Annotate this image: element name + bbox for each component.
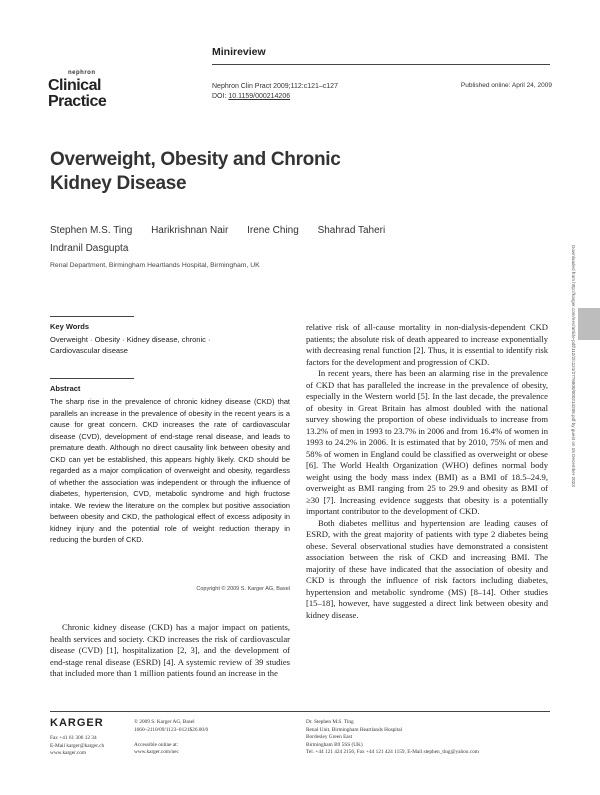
paragraph: relative risk of all-cause mortality in non-dialysis-dependent CKD patients; the absolute risk of death appeared to increase exponentially with decreasing renal function [2]. Thus, it is essential to identify risk factors for the development and progression of CKD. <box>306 322 548 367</box>
paragraph: In recent years, there has been an alarming rise in the prevalence of CKD that has paralleled the increase in the prevalence of obesity, especially in the Western world [5]. In the last decade, the prevalence of obesity in Great Britain has almost doubled with the national survey showing the proportion of obese individuals to increase from 13.2% of men in 1993 to 23.7% in 2006 and from 16.4% of women in 1993 to 24.2% in 2006. It is estimated that by 2010, 75% of men and 58% of women in England could be classified as overweight or obese [6]. The World Health Organization (WHO) defines normal body weight using the body mass index (BMI) as a BMI of 18.5–24.9, overweight as BMI ranging from 25 to 29.9 and obesity as BMI of ≥30 [7]. Increasing evidence suggests that obesity is a potentially important contributor to the development of CKD. <box>306 368 548 516</box>
author: Harikrishnan Nair <box>151 225 229 236</box>
abstract-copyright: Copyright © 2009 S. Karger AG, Basel <box>196 586 290 592</box>
logo-nephron-label: nephron <box>68 70 96 76</box>
keywords-rule <box>50 316 134 317</box>
journal-info <box>212 82 338 102</box>
title-line-2: Kidney Disease <box>50 173 187 194</box>
journal-logo <box>48 78 106 110</box>
footer-copyright: © 2009 S. Karger AG, Basel <box>134 719 195 725</box>
body-column-right <box>306 322 548 621</box>
journal-citation: Nephron Clin Pract 2009;112:c121–c127 <box>212 83 338 90</box>
author-list <box>50 222 480 258</box>
correspondence-address <box>306 719 556 757</box>
author: Shahrad Taheri <box>317 225 386 236</box>
abstract-heading: Abstract <box>50 384 81 393</box>
download-watermark <box>566 245 576 590</box>
paragraph: Chronic kidney disease (CKD) has a major impact on patients, health services and society. CKD increases the risk of cardiovascular disease (CVD) [1], hospitalization [2, 3], and the development of end-stage renal disease (ESRD) [4]. A systemic review of 39 studies that included more than 1 million patients found an increase in the <box>50 622 290 678</box>
doi-link[interactable]: 10.1159/000214206 <box>228 93 291 100</box>
contact-name: Dr. Stephen M.S. Ting <box>306 719 354 725</box>
body-column-left <box>50 622 290 680</box>
contact-city: Birmingham B9 5SS (UK) <box>306 741 363 748</box>
doi-line <box>212 92 338 102</box>
footer-rule <box>50 711 550 712</box>
publication-info <box>134 719 208 757</box>
publisher-logo: KARGER <box>50 717 104 729</box>
keywords-list <box>50 334 280 356</box>
page-edge-tab <box>578 308 600 340</box>
keywords-heading: Key Words <box>50 322 90 331</box>
abstract-text: The sharp rise in the prevalence of chronic kidney disease (CKD) that parallels an increase in the prevalence of obesity in the recent years is a cause for great concern. CKD increases the rate of cardiovascular disease (CVD), development of end-stage renal disease, and leads to premature death. Although no direct causality link between obesity and CKD can yet be established, this appears highly likely. CKD should be regarded as a major complication of overweight and obesity, regardless of whether the association was independent or through the influence of diabetes, hypertension, CVD, metabolic syndrome and high fructose intake. We review the literature on the complex but positive association between obesity and CKD, the pathological effect of excess adiposity in kidney injury and the potential role of weight reduction therapy in reducing the burden of CKD. <box>50 397 290 544</box>
publisher-email: E-Mail karger@karger.ch <box>50 742 105 749</box>
issn: 1660–2110/09/1123–0121$26.00/0 <box>134 726 209 733</box>
logo-line-1: Clinical <box>48 77 101 94</box>
publisher-web: www.karger.com <box>50 750 87 756</box>
keywords-line-2: Cardiovascular disease <box>50 346 128 355</box>
publisher-fax: Fax +41 61 306 12 34 <box>50 735 97 741</box>
header-rule <box>212 64 550 65</box>
doi-label: DOI: <box>212 93 227 100</box>
affiliation: Renal Department, Birmingham Heartlands Hospital, Birmingham, UK <box>50 262 260 269</box>
author: Stephen M.S. Ting <box>50 225 133 236</box>
download-note: Downloaded from http://karger.com/nec/article-pdf/112/2/c121/2776800/000214206.pdf by guest on 15 December 2023 <box>571 245 576 487</box>
contact-dept: Renal Unit, Birmingham Heartlands Hospital <box>306 726 403 733</box>
contact-tel: Tel. +44 121 424 2156, Fax +44 121 424 1159, E-Mail stephen_ting@yahoo.com <box>306 749 479 755</box>
paragraph: Both diabetes mellitus and hypertension are leading causes of ESRD, with the great majority of patients with type 2 diabetes being obese. Several observational studies have demonstrated a consistent association between the risk of CKD and increasing BMI. The majority of these have indicated that the association of obesity and CKD is through the influence of risk factors including diabetes, hypertension and metabolic syndrome (MS) [8–14]. Other studies [15–18], however, have suggested a direct link between obesity and kidney disease. <box>306 517 548 620</box>
section-label: Minireview <box>212 46 266 58</box>
access-label: Accessible online at: <box>134 741 179 748</box>
access-url[interactable]: www.karger.com/nec <box>134 749 179 755</box>
article-title <box>50 148 470 196</box>
published-online: Published online: April 24, 2009 <box>460 82 552 89</box>
author: Irene Ching <box>247 225 299 236</box>
contact-street: Bordesley Green East <box>306 734 353 740</box>
logo-line-2: Practice <box>48 93 107 110</box>
abstract-rule <box>50 378 134 379</box>
title-line-1: Overweight, Obesity and Chronic <box>50 149 341 170</box>
publisher-contact <box>50 735 104 758</box>
author: Indranil Dasgupta <box>50 243 129 254</box>
keywords-line-1: Overweight · Obesity · Kidney disease, chronic · <box>50 335 211 344</box>
